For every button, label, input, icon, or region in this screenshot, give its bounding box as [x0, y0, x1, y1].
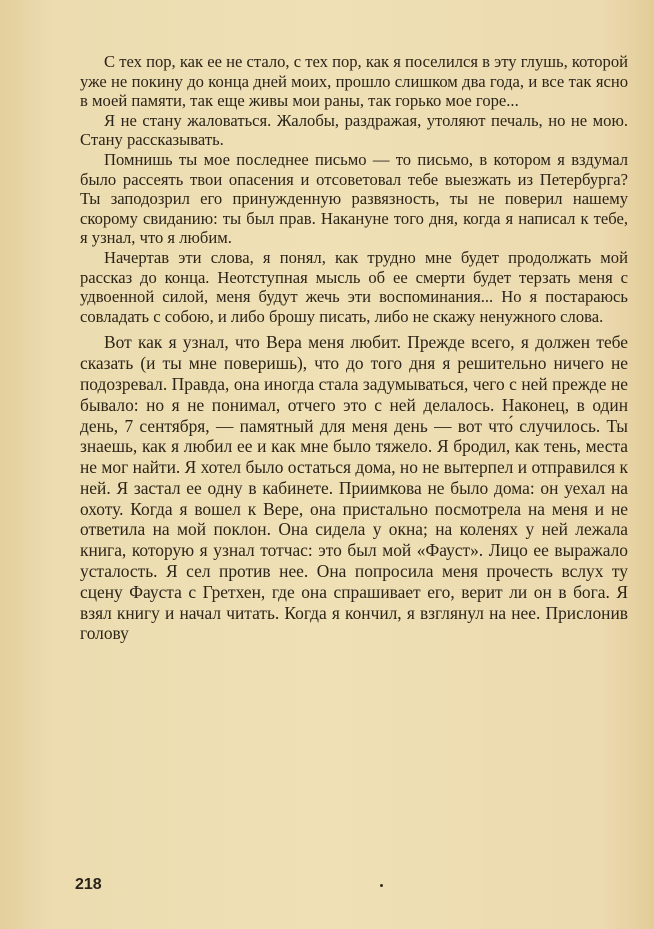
paragraph-3: Помнишь ты мое последнее письмо — то письмо, в котором я вздумал было рассеять твои опасения и отсоветовал тебе выезжать из Петербурга? Ты заподозрил его принужденную развязность, ты не поверил нашему скорому свиданию: ты был прав. Накануне того дня, когда я написал к тебе, я узнал, что я любим. — [80, 149, 628, 248]
body-text — [80, 52, 628, 644]
page-number: 218 — [75, 876, 102, 893]
paragraph-2: Я не стану жаловаться. Жалобы, раздражая, утоляют печаль, но не мою. Стану рассказывать. — [80, 110, 628, 150]
print-speck — [380, 884, 383, 887]
paragraph-5: Вот как я узнал, что Вера меня любит. Прежде всего, я должен тебе сказать (и ты мне поверишь), что до того дня я решительно ничего не подозревал. Правда, она иногда стала задумываться, чего с ней прежде не бывало: но я не понимал, отчего это с ней делалось. Наконец, в один день, 7 сентября, — памятный для меня день — вот что́ случилось. Ты знаешь, как я любил ее и как мне было тяжело. Я бродил, как тень, места не мог найти. Я хотел было остаться дома, но не вытерпел и отправился к ней. Я застал ее одну в кабинете. Приимкова не было дома: он уехал на охоту. Когда я вошел к Вере, она пристально посмотрела на меня и не ответила на мой поклон. Она сидела у окна; на коленях у ней лежала книга, которую я узнал тотчас: это был мой «Фауст». Лицо ее выражало усталость. Я сел против нее. Она попросила меня прочесть вслух ту сцену Фауста с Гретхен, где она спрашивает его, верит ли он в бога. Я взял книгу и начал читать. Когда я кончил, я взглянул на нее. Прислонив голову — [80, 332, 628, 644]
paragraph-1: С тех пор, как ее не стало, с тех пор, как я поселился в эту глушь, которой уже не покину до конца дней моих, прошло слишком два года, и все так ясно в моей памяти, так еще живы мои раны, так горько мое горе... — [80, 52, 628, 111]
paragraph-4: Начертав эти слова, я понял, как трудно мне будет продолжать мой рассказ до конца. Неотступная мысль об ее смерти будет терзать меня с удвоенной силой, меня будут жечь эти воспоминания... Но я постараюсь совладать с собою, и либо брошу писать, либо не скажу ненужного слова. — [80, 247, 628, 326]
